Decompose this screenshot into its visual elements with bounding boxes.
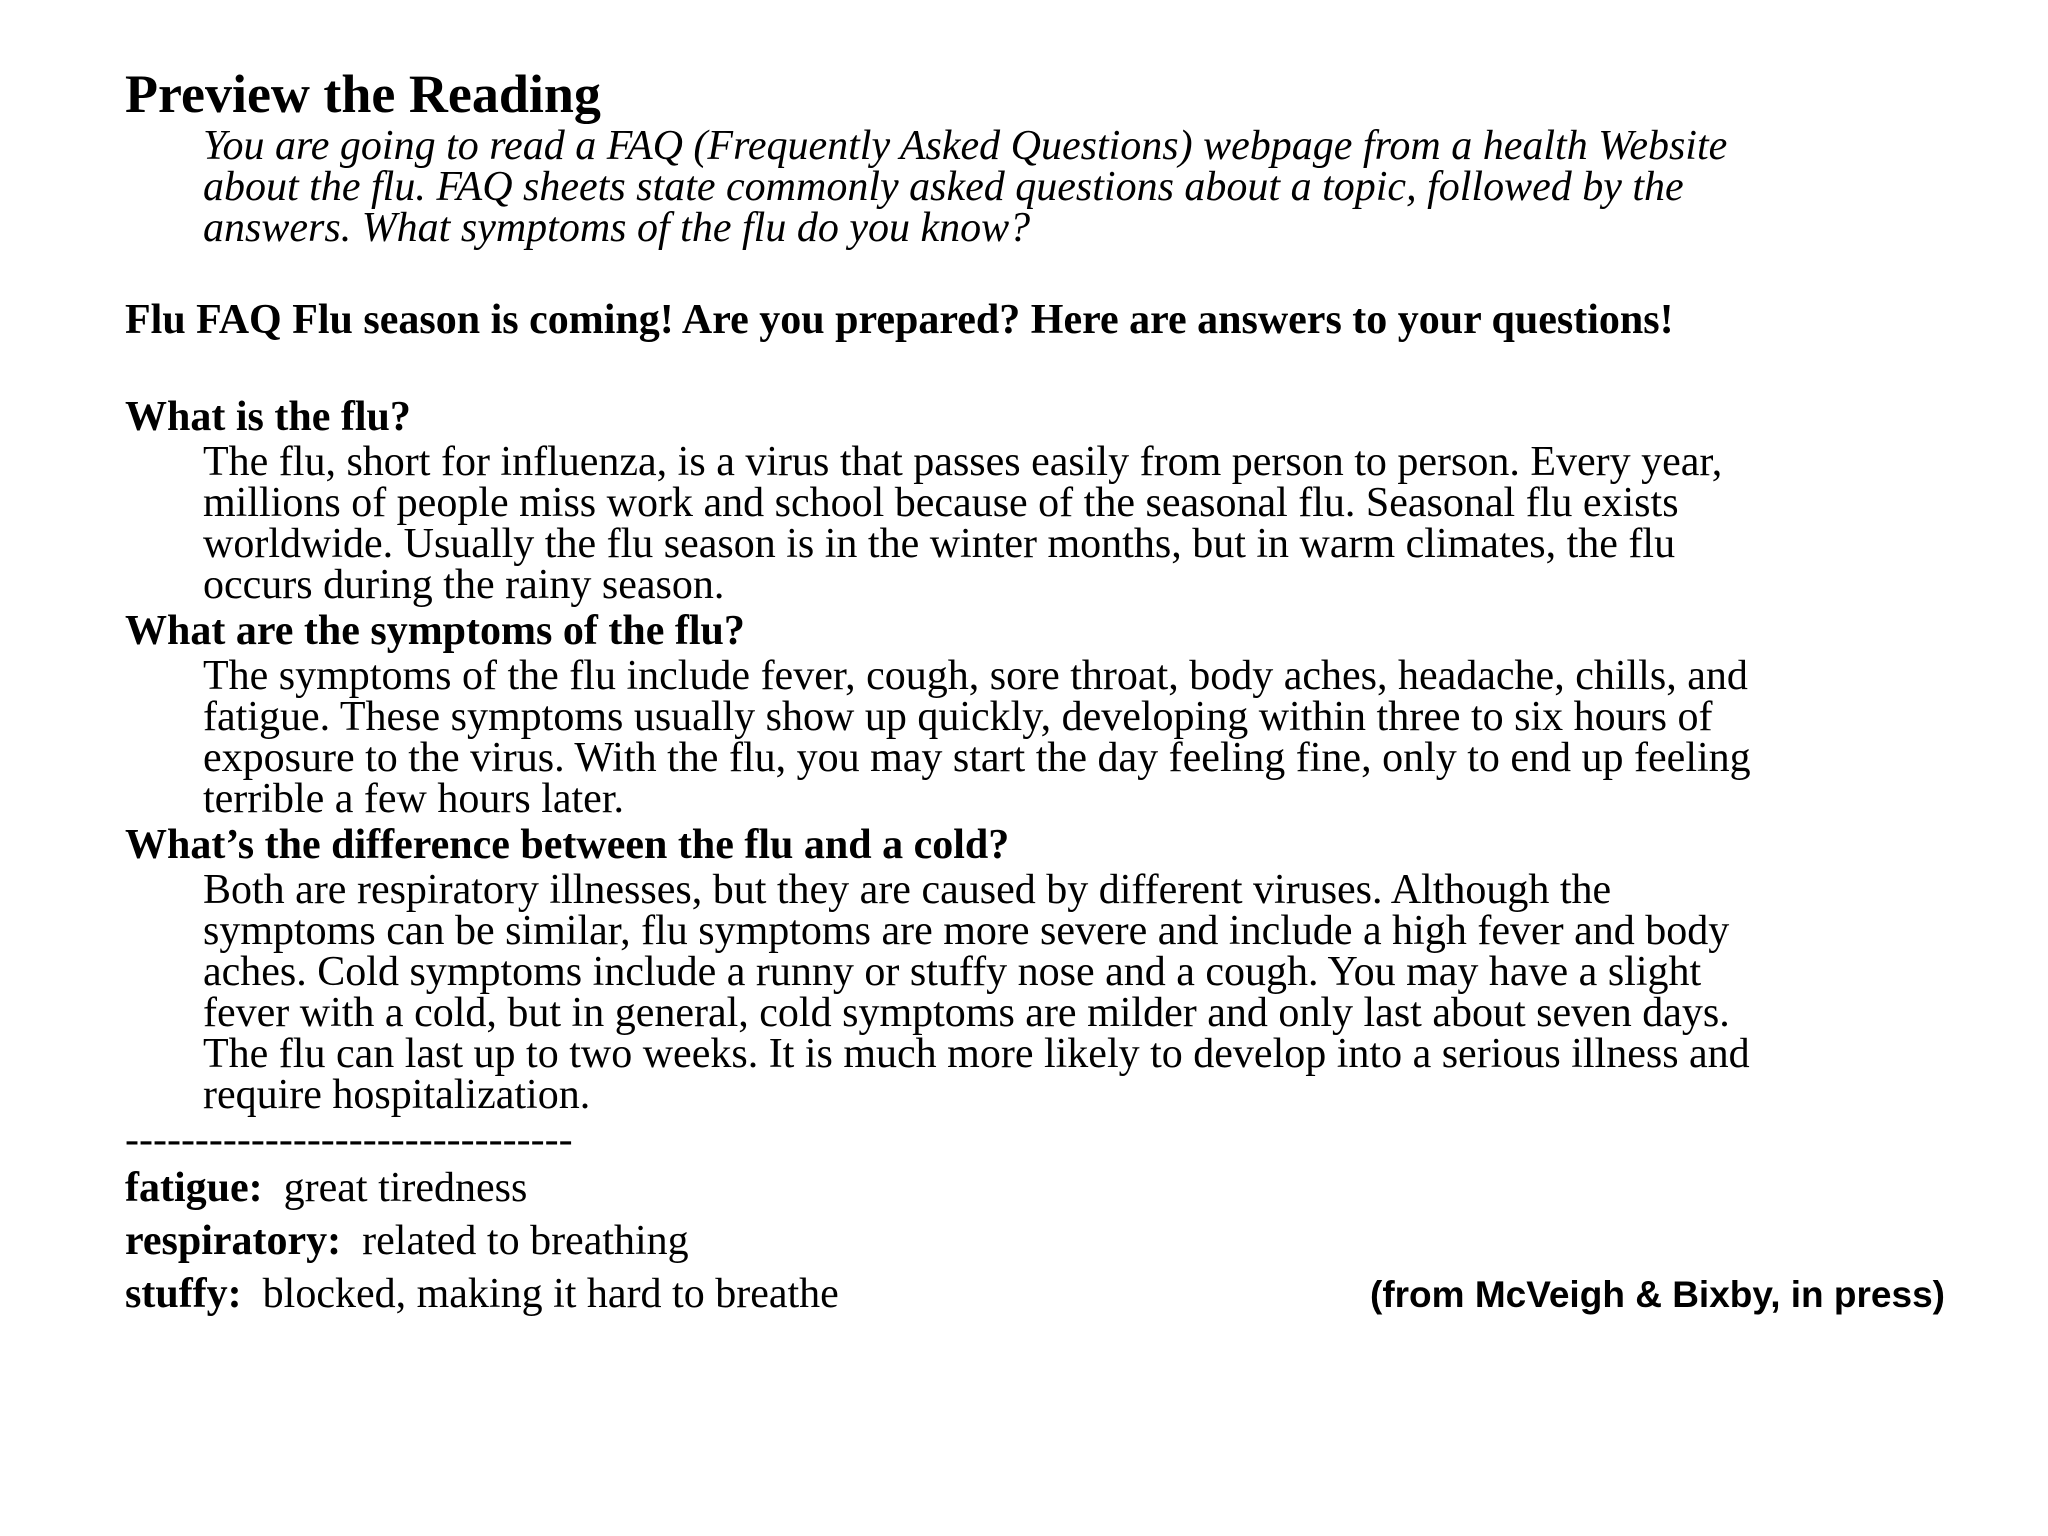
glossary-definition: blocked, making it hard to breathe	[262, 1271, 839, 1317]
glossary-entry	[125, 1268, 2005, 1321]
answer-flu-vs-cold	[203, 867, 2023, 1118]
faq-headline: Flu FAQ Flu season is coming! Are you prepared? Here are answers to your questions!	[125, 297, 1674, 343]
glossary-entry	[125, 1215, 2005, 1268]
answer-line: aches. Cold symptoms include a runny or stuffy nose and a cough. You may have a slight	[203, 949, 1702, 995]
page-title: Preview the Reading	[125, 64, 601, 124]
answer-line: symptoms can be similar, flu symptoms are more severe and include a high fever and body	[203, 908, 1730, 954]
question-flu-vs-cold: What’s the difference between the flu and a cold?	[125, 822, 1010, 868]
answer-line: worldwide. Usually the flu season is in the winter months, but in warm climates, the flu	[203, 521, 1676, 567]
glossary-term: stuffy:	[125, 1271, 242, 1317]
glossary-entry	[125, 1162, 2005, 1215]
question-flu-symptoms: What are the symptoms of the flu?	[125, 608, 745, 654]
answer-line: fever with a cold, but in general, cold symptoms are milder and only last about seven days.	[203, 990, 1730, 1036]
answer-line: fatigue. These symptoms usually show up quickly, developing within three to six hours of	[203, 694, 1713, 740]
answer-line: The symptoms of the flu include fever, cough, sore throat, body aches, headache, chills, and	[203, 653, 1748, 699]
intro-paragraph	[203, 123, 2023, 251]
dashed-divider: --------------------------------	[125, 1117, 573, 1163]
glossary-definition: great tiredness	[283, 1165, 528, 1211]
answer-line: occurs during the rainy season.	[203, 562, 725, 608]
glossary-term: fatigue:	[125, 1165, 263, 1211]
glossary	[125, 1162, 2005, 1321]
intro-line: You are going to read a FAQ (Frequently Asked Questions) webpage from a health Website	[203, 123, 1728, 169]
source-citation: (from McVeigh & Bixby, in press)	[1370, 1274, 1945, 1315]
answer-line: require hospitalization.	[203, 1072, 591, 1118]
answer-line: exposure to the virus. With the flu, you may start the day feeling fine, only to end up feeling	[203, 735, 1751, 781]
intro-line: about the flu. FAQ sheets state commonly asked questions about a topic, followed by the	[203, 164, 1684, 210]
answer-flu-symptoms	[203, 653, 2023, 822]
intro-line: answers. What symptoms of the flu do you know?	[203, 205, 1031, 251]
answer-line: Both are respiratory illnesses, but they are caused by different viruses. Although the	[203, 867, 1612, 913]
document-page	[125, 62, 2005, 1321]
answer-line: The flu can last up to two weeks. It is much more likely to develop into a serious illness and	[203, 1031, 1750, 1077]
answer-line: terrible a few hours later.	[203, 776, 624, 822]
glossary-definition: related to breathing	[362, 1218, 689, 1264]
answer-line: The flu, short for influenza, is a virus that passes easily from person to person. Every year,	[203, 439, 1723, 485]
answer-line: millions of people miss work and school because of the seasonal flu. Seasonal flu exists	[203, 480, 1679, 526]
answer-what-is-flu	[203, 439, 2023, 608]
glossary-term: respiratory:	[125, 1218, 342, 1264]
question-what-is-flu: What is the flu?	[125, 394, 411, 440]
